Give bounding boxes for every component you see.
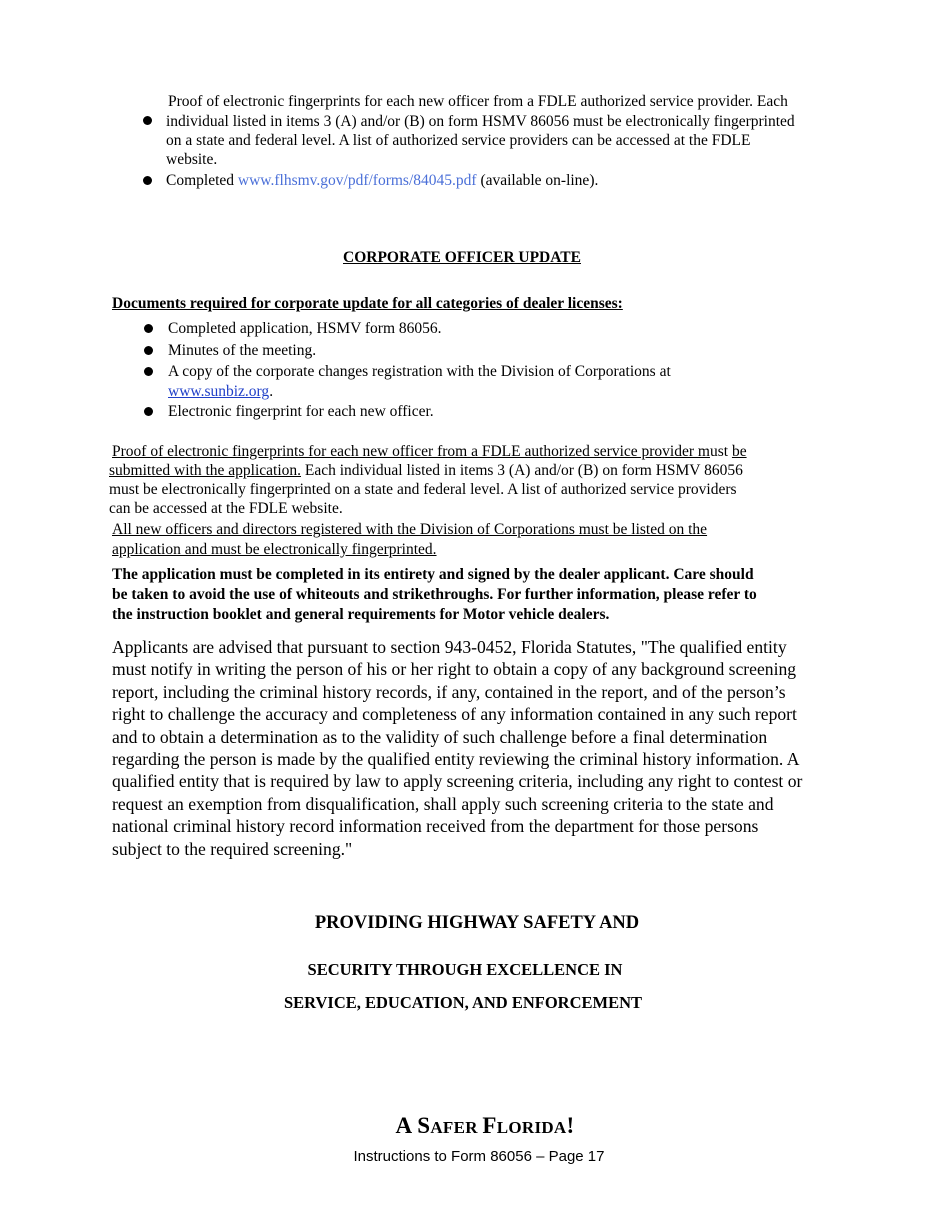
forms-84045-link[interactable]: www.flhsmv.gov/pdf/forms/84045.pdf (237, 172, 477, 189)
docs-item-3-line-1: A copy of the corporate changes registration with the Division of Corporations at (168, 363, 671, 380)
section-title: CORPORATE OFFICER UPDATE (343, 249, 581, 266)
sunbiz-link[interactable]: www.sunbiz.org (168, 383, 270, 400)
top-item-2 (166, 171, 598, 190)
docs-item-2: Minutes of the meeting. (168, 342, 317, 359)
statute-line: regarding the person is made by the qualified entity reviewing the criminal history information. A (112, 749, 800, 770)
proof-line-2 (109, 461, 743, 480)
top-item-1-line-2: individual listed in items 3 (A) and/or (B) on form HSMV 86056 must be electronically fingerprinted (166, 113, 795, 130)
docs-item-4: Electronic fingerprint for each new officer. (168, 403, 434, 420)
officers-line-2: application and must be electronically fingerprinted. (112, 541, 437, 558)
top-item-2-suffix: (available on-line). (476, 172, 599, 189)
proof-line-4: can be accessed at the FDLE website. (109, 500, 343, 517)
slogan (10, 1113, 950, 1139)
proof-line-3: must be electronically fingerprinted on a state and federal level. A list of authorized service providers (109, 481, 737, 498)
bullet-icon (143, 116, 152, 125)
statute-line: qualified entity that is required by law to apply screening criteria, including any right to contest or (112, 771, 803, 792)
bullet-icon (144, 346, 153, 355)
slogan-f-cap: F (482, 1113, 497, 1138)
motto-line-3: SERVICE, EDUCATION, AND ENFORCEMENT (283, 993, 643, 1012)
proof-line-1-underlined-end: be (731, 443, 747, 460)
docs-item-3-period: . (269, 383, 274, 400)
officers-line-1: All new officers and directors registered with the Division of Corporations must be listed on the (112, 521, 708, 538)
bold-line-3: the instruction booklet and general requirements for Motor vehicle dealers. (112, 606, 610, 623)
statute-line: national criminal history record information received from the department for those persons (112, 816, 759, 837)
slogan-s-cap: S (417, 1113, 431, 1138)
proof-line-1 (112, 442, 747, 461)
statute-line: and to obtain a determination as to the validity of such challenge before a final determination (112, 726, 768, 747)
bold-line-1: The application must be completed in its entirety and signed by the dealer applicant. Care should (112, 566, 754, 583)
bullet-icon (144, 407, 153, 416)
bold-line-2: be taken to avoid the use of whiteouts and strikethroughs. For further information, please refer to (112, 586, 757, 603)
proof-line-2-underlined: submitted with the application. (109, 462, 301, 479)
docs-item-3-line-2 (168, 382, 273, 401)
slogan-a: A (395, 1113, 418, 1138)
bullet-icon (144, 324, 153, 333)
top-bullet-list (0, 0, 950, 200)
proof-line-2-plain: Each individual listed in items 3 (A) and/or (B) on form HSMV 86056 (301, 462, 743, 479)
page-footer: Instructions to Form 86056 – Page 17 (353, 1148, 605, 1165)
motto-line-1: PROVIDING HIGHWAY SAFETY AND (314, 913, 640, 933)
docs-heading: Documents required for corporate update for all categories of dealer licenses: (112, 295, 623, 312)
top-item-1-line-1: Proof of electronic fingerprints for each new officer from a FDLE authorized service provider. Each (168, 93, 788, 110)
proof-line-1-underlined: Proof of electronic fingerprints for each new officer from a FDLE authorized service provider m (112, 443, 710, 460)
slogan-f-rest: LORIDA (496, 1118, 567, 1137)
statute-line: request an exemption from disqualification, shall apply such screening criteria to the state and (112, 793, 774, 814)
statute-line: must notify in writing the person of his or her right to obtain a copy of any background screening (112, 659, 797, 680)
statute-line: report, including the criminal history records, if any, contained in the report, and of the person’s (112, 681, 786, 702)
bullet-icon (144, 367, 153, 376)
top-item-1-line-3: on a state and federal level. A list of authorized service providers can be accessed at the FDLE (166, 132, 751, 149)
statute-paragraph (112, 636, 852, 860)
statute-line: subject to the required screening." (112, 838, 353, 859)
top-item-2-prefix: Completed (166, 172, 238, 189)
top-item-1-line-4: website. (166, 151, 218, 168)
proof-line-1-plain: ust (709, 443, 732, 460)
motto-line-2: SECURITY THROUGH EXCELLENCE IN (307, 960, 623, 979)
docs-item-1: Completed application, HSMV form 86056. (168, 320, 442, 337)
bullet-icon (143, 176, 152, 185)
slogan-s-rest: AFER (430, 1118, 483, 1137)
slogan-bang: ! (566, 1113, 575, 1138)
statute-line: right to challenge the accuracy and completeness of any information contained in any such report (112, 704, 797, 725)
statute-line: Applicants are advised that pursuant to section 943-0452, Florida Statutes, "The qualified entity (112, 637, 787, 657)
